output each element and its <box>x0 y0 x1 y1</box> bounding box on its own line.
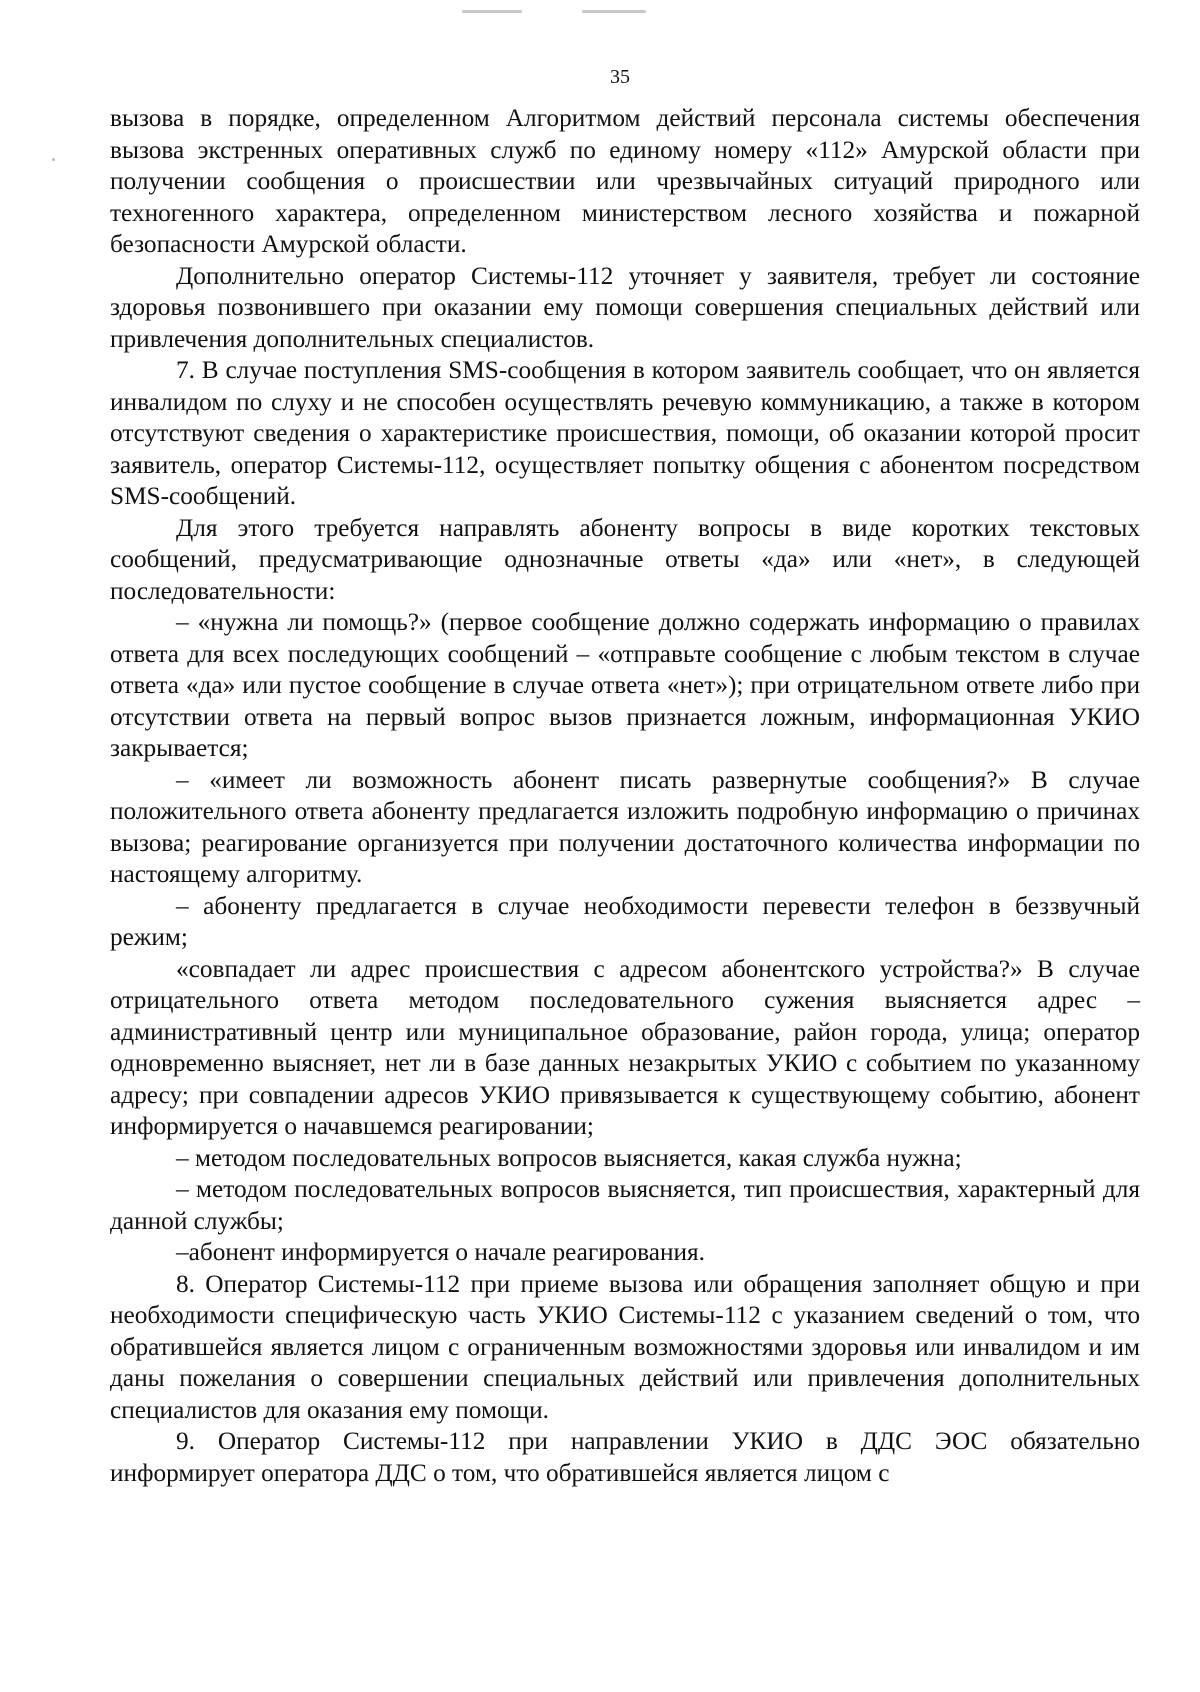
scan-artifact <box>582 10 646 13</box>
paragraph: вызова в порядке, определенном Алгоритмом действий персонала системы обеспечения вызова экстренных оперативных служб по единому номеру «112» Амурской области при получении сообщения о происшествии или чрезвычайных ситуаций природного или техногенного характера, определенном министерством лесного хозяйства и пожарной безопасности Амурской области. <box>110 104 1140 258</box>
list-item: – методом последовательных вопросов выясняется, тип происшествия, характерный для данной службы; <box>110 1175 1140 1235</box>
paragraph: Дополнительно оператор Системы-112 уточняет у заявителя, требует ли состояние здоровья позвонившего при оказании ему помощи совершения специальных действий или привлечения дополнительных специалистов. <box>110 261 1140 353</box>
page-number: 35 <box>610 66 630 88</box>
paragraph: 7. В случае поступления SMS-сообщения в котором заявитель сообщает, что он является инвалидом по слуху и не способен осуществлять речевую коммуникацию, а также в котором отсутствуют сведения о характеристике происшествия, помощи, об оказании которой просит заявитель, оператор Системы-112, осуществляет попытку общения с абонентом посредством SMS-сообщений. <box>110 356 1140 510</box>
list-item: – методом последовательных вопросов выясняется, какая служба нужна; <box>176 1143 962 1172</box>
paragraph: 9. Оператор Системы-112 при направлении УКИО в ДДС ЭОС обязательно информирует оператора ДДС о том, что обратившейся является лицом с <box>110 1427 1140 1487</box>
list-item: – абоненту предлагается в случае необходимости перевести телефон в беззвучный режим; <box>110 891 1140 951</box>
paragraph: Для этого требуется направлять абоненту вопросы в виде коротких текстовых сообщений, предусматривающие однозначные ответы «да» или «нет», в следующей последовательности: <box>110 513 1140 605</box>
scan-artifact <box>52 158 55 161</box>
paragraph: 8. Оператор Системы-112 при приеме вызова или обращения заполняет общую и при необходимости специфическую часть УКИО Системы-112 с указанием сведений о том, что обратившейся является лицом с ограниченным возможностями здоровья или инвалидом и им даны пожелания о совершении специальных действий или привлечения дополнительных специалистов для оказания ему помощи. <box>110 1269 1140 1424</box>
list-item: – «нужна ли помощь?» (первое сообщение должно содержать информацию о правилах ответа для всех последующих сообщений – «отправьте сообщение с любым текстом в случае ответа «да» или пустое сообщение в случае ответа «нет»); при отрицательном ответе либо при отсутствии ответа на первый вопрос вызов признается ложным, информационная УКИО закрывается; <box>110 608 1140 762</box>
list-item: – «имеет ли возможность абонент писать развернутые сообщения?» В случае положительного ответа абоненту предлагается изложить подробную информацию о причинах вызова; реагирование организуется при получении достаточного количества информации по настоящему алгоритму. <box>110 765 1140 888</box>
list-item: –абонент информируется о начале реагирования. <box>176 1238 705 1266</box>
list-item: «совпадает ли адрес происшествия с адресом абонентского устройства?» В случае отрицательного ответа методом последовательного сужения выясняется адрес – административный центр или муниципальное образование, район города, улица; оператор одновременно выясняет, нет ли в базе данных незакрытых УКИО с событием по указанному адресу; при совпадении адресов УКИО привязывается к существующему событию, абонент информируется о начавшемся реагировании; <box>110 954 1140 1140</box>
scan-artifact <box>462 10 522 13</box>
document-body <box>110 103 1140 1489</box>
